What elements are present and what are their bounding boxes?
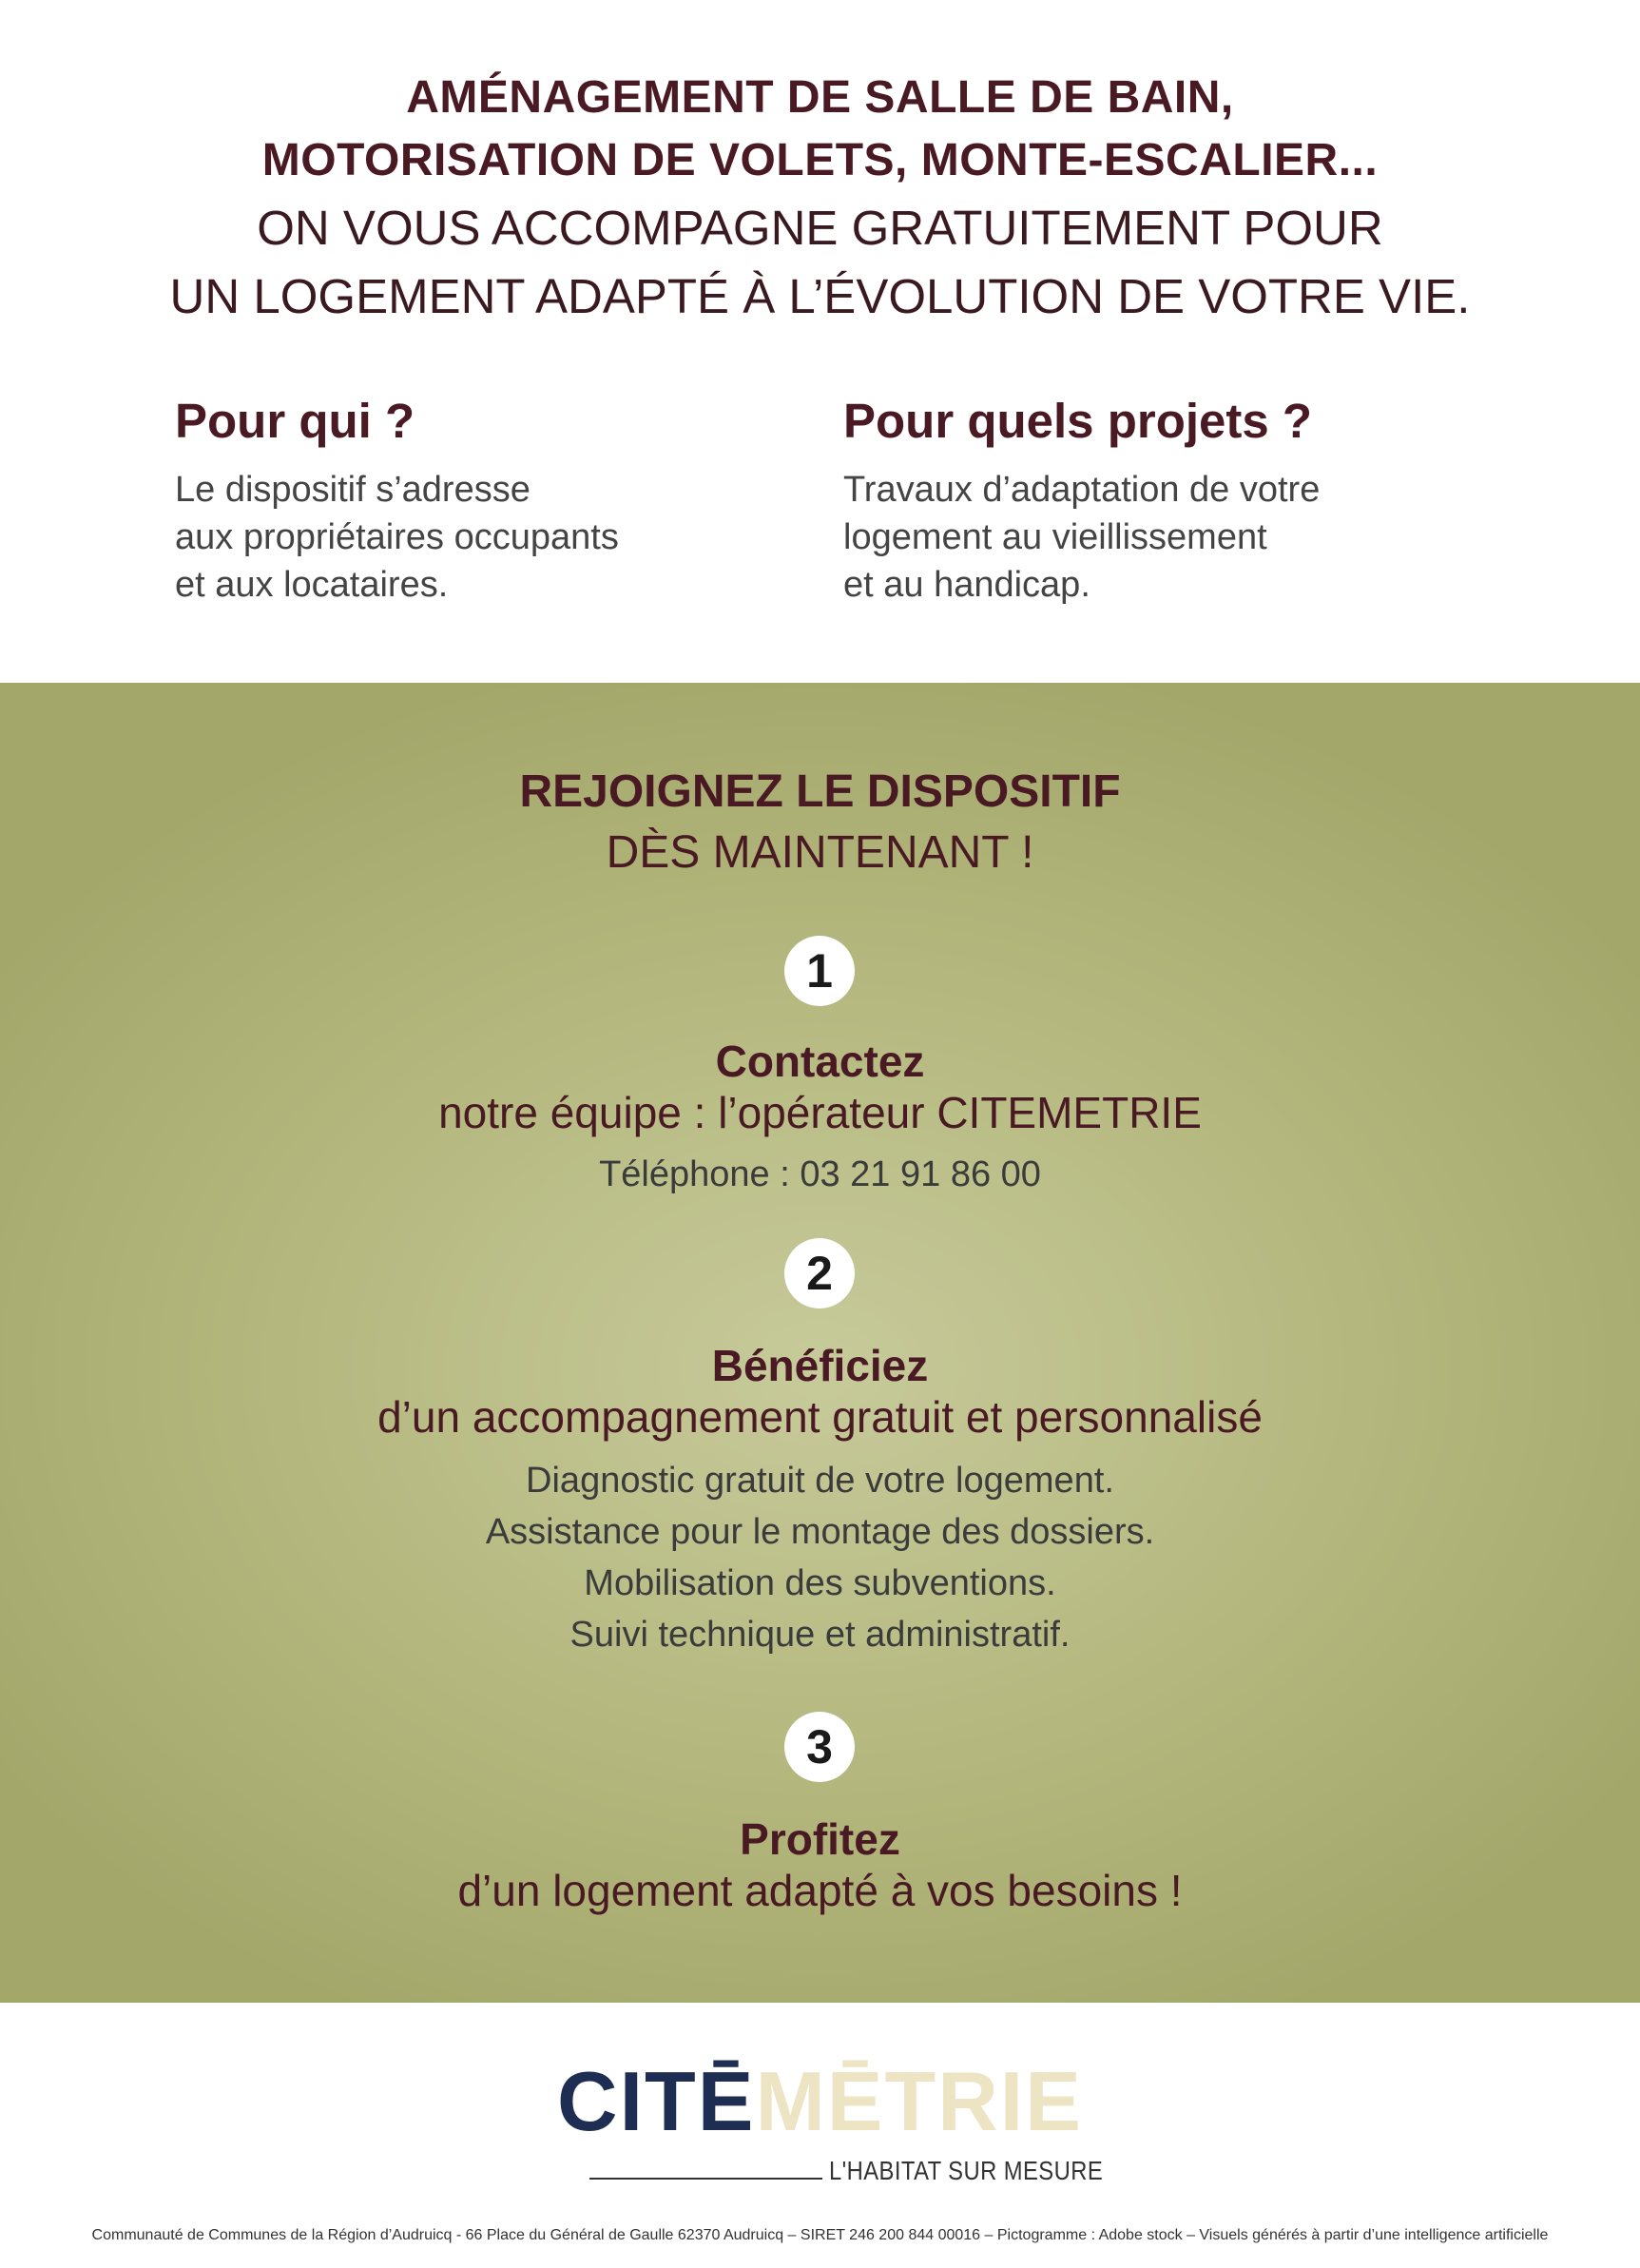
pour-qui-line: Le dispositif s’adresse bbox=[175, 470, 531, 510]
pour-qui-line: aux propriétaires occupants bbox=[175, 517, 619, 557]
pour-qui-body bbox=[175, 466, 619, 609]
step-1-number-badge: 1 bbox=[784, 936, 855, 1006]
headline-line-1: AMÉNAGEMENT DE SALLE DE BAIN, bbox=[406, 72, 1234, 123]
step-2-number-badge: 2 bbox=[784, 1238, 855, 1308]
citemetrie-logo bbox=[0, 2054, 1640, 2149]
step-2-line: Mobilisation des subventions. bbox=[584, 1563, 1056, 1603]
pour-qui-line: et aux locataires. bbox=[175, 565, 449, 605]
tagline-rule bbox=[589, 2178, 822, 2180]
step-1-subtitle: notre équipe : l’opérateur CITEMETRIE bbox=[438, 1088, 1202, 1137]
logo-cite-text: CITĒ bbox=[557, 2054, 756, 2148]
pour-quels-projets-line: Travaux d’adaptation de votre bbox=[843, 470, 1321, 510]
step-3-title: Profitez bbox=[740, 1814, 900, 1864]
logo-metrie-text: MĒTRIE bbox=[755, 2054, 1083, 2148]
step-3-number-badge: 3 bbox=[784, 1712, 855, 1782]
join-subtitle: DÈS MAINTENANT ! bbox=[606, 827, 1034, 878]
pour-quels-projets-line: et au handicap. bbox=[843, 565, 1090, 605]
pour-quels-projets-title: Pour quels projets ? bbox=[843, 394, 1313, 448]
subheadline-line-2: UN LOGEMENT ADAPTÉ À L’ÉVOLUTION DE VOTRE VIE. bbox=[169, 269, 1471, 323]
pour-qui-section bbox=[175, 390, 619, 609]
step-2-line: Suivi technique et administratif. bbox=[569, 1615, 1071, 1655]
step-2-line: Assistance pour le montage des dossiers. bbox=[485, 1512, 1155, 1552]
logo-tagline bbox=[589, 2151, 1104, 2189]
step-2-subtitle: d’un accompagnement gratuit et personnalisé bbox=[377, 1392, 1263, 1442]
headline-line-2: MOTORISATION DE VOLETS, MONTE-ESCALIER... bbox=[261, 135, 1379, 185]
header bbox=[0, 67, 1640, 329]
pour-quels-projets-body bbox=[843, 466, 1320, 609]
join-title: REJOIGNEZ LE DISPOSITIF bbox=[519, 766, 1121, 817]
step-1-phone: Téléphone : 03 21 91 86 00 bbox=[599, 1154, 1041, 1194]
legal-footer: Communauté de Communes de la Région d’Audruicq - 66 Place du Général de Gaulle 62370 Audruicq – SIRET 246 200 844 00016 – Pictogramme : Adobe stock – Visuels générés à partir d’une intelligence artificielle bbox=[91, 2227, 1549, 2243]
step-3-subtitle: d’un logement adapté à vos besoins ! bbox=[457, 1866, 1183, 1915]
pour-quels-projets-section bbox=[843, 390, 1320, 609]
step-2-title: Bénéficiez bbox=[711, 1341, 929, 1390]
step-2-line: Diagnostic gratuit de votre logement. bbox=[526, 1461, 1114, 1501]
pour-quels-projets-line: logement au vieillissement bbox=[843, 517, 1267, 557]
join-panel bbox=[0, 683, 1640, 2003]
tagline-text: L'HABITAT SUR MESURE bbox=[829, 2156, 1104, 2185]
pour-qui-title: Pour qui ? bbox=[175, 394, 415, 448]
subheadline-line-1: ON VOUS ACCOMPAGNE GRATUITEMENT POUR bbox=[257, 201, 1383, 255]
step-1-title: Contactez bbox=[715, 1037, 925, 1086]
